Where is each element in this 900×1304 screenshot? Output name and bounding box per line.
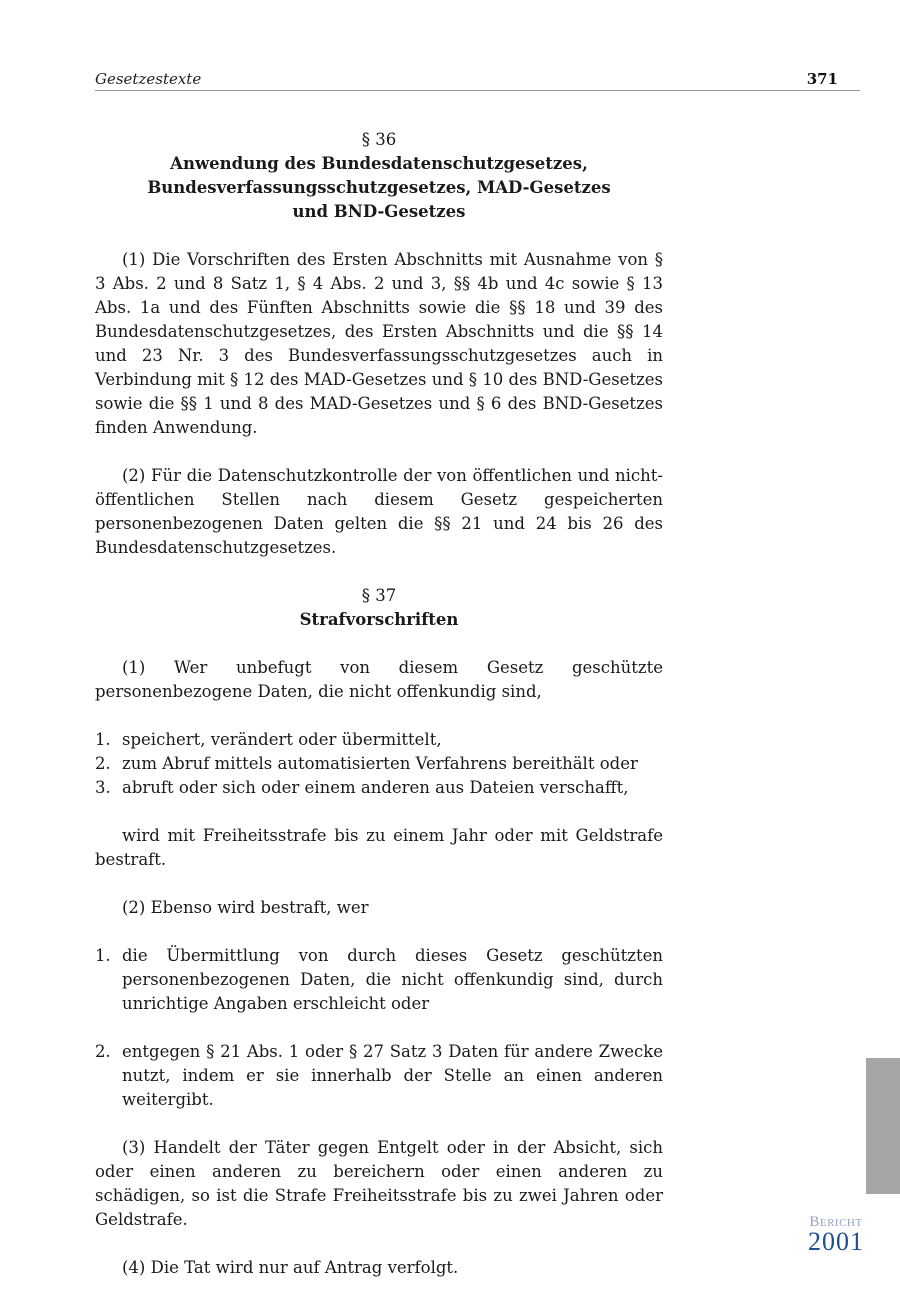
list-item-text: entgegen § 21 Abs. 1 oder § 27 Satz 3 Daten für andere Zwecke nutzt, indem er sie innerhalb der Stelle an einen anderen weitergibt. [122, 1042, 663, 1109]
section-36-title-line: Bundesverfassungsschutzgesetzes, MAD-Gesetzes [147, 178, 611, 197]
list-item-text: speichert, verändert oder übermittelt, [122, 730, 442, 749]
section-37-paragraph-4: (4) Die Tat wird nur auf Antrag verfolgt. [122, 1258, 459, 1277]
section-36-number: § 36 [361, 130, 397, 149]
logo-year: 2001 [808, 1227, 864, 1256]
section-36-paragraph-1: (1) Die Vorschriften des Ersten Abschnitts mit Ausnahme von § 3 Abs. 2 und 8 Satz 1, § 4 Abs. 2 und 3, §§ 4b und 4c sowie § 13 Abs. 1a und des Fünften Abschnitts sowie die §§ 18 und 39 des Bundesdatenschutzgesetzes, des Ersten Abschnitts und die §§ 14 und 23 Nr. 3 des Bundesverfassungsschutzgesetzes auch in Verbindung mit § 12 des MAD-Gesetzes und § 10 des BND-Gesetzes sowie die §§ 1 und 8 des MAD-Gesetzes und § 6 des BND-Gesetzes finden Anwendung. [95, 250, 663, 437]
section-37-paragraph-2: (2) Ebenso wird bestraft, wer [122, 898, 369, 917]
section-37-list-2 [95, 944, 663, 1112]
running-header [95, 70, 860, 91]
section-37-title: Strafvorschriften [299, 610, 459, 629]
list-item-number: 1. [95, 946, 111, 965]
page-body [95, 128, 663, 1304]
list-item-text: abruft oder sich oder einem anderen aus Dateien verschafft, [122, 778, 629, 797]
section-37-list-1 [95, 728, 663, 800]
section-36-title-line: und BND-Gesetzes [292, 202, 466, 221]
page-number: 371 [806, 70, 838, 88]
list-item [95, 1040, 663, 1112]
section-37-number: § 37 [361, 586, 397, 605]
list-item-number: 2. [95, 1042, 111, 1061]
list-item-text: zum Abruf mittels automatisierten Verfahrens bereithält oder [122, 754, 638, 773]
section-37-paragraph-1: (1) Wer unbefugt von diesem Gesetz geschützte personenbezogene Daten, die nicht offenkundig sind, [95, 658, 663, 701]
list-item-number: 2. [95, 754, 111, 773]
list-item-text: die Übermittlung von durch dieses Gesetz geschützten personenbezogenen Daten, die nicht offenkundig sind, durch unrichtige Angaben erschleicht oder [122, 946, 663, 1013]
section-37-paragraph-3: (3) Handelt der Täter gegen Entgelt oder in der Absicht, sich oder einen anderen zu bereichern oder einen anderen zu schädigen, so ist die Strafe Freiheitsstrafe bis zu zwei Jahren oder Geldstrafe. [95, 1138, 663, 1229]
section-36-title-line: Anwendung des Bundesdatenschutzgesetzes, [170, 154, 588, 173]
section-36-title [95, 152, 663, 224]
logo-word: Bericht [809, 1214, 863, 1230]
list-item [95, 944, 663, 1016]
list-item [95, 728, 663, 752]
list-item-number: 1. [95, 730, 111, 749]
list-item-number: 3. [95, 778, 111, 797]
report-logo [795, 1213, 877, 1256]
running-title: Gesetzestexte [95, 70, 202, 88]
list-item [95, 752, 663, 776]
section-37-paragraph-1-conclusion: wird mit Freiheitsstrafe bis zu einem Jahr oder mit Geldstrafe bestraft. [95, 826, 663, 869]
thumb-index-tab [866, 1058, 900, 1194]
list-item [95, 776, 663, 800]
section-36-paragraph-2: (2) Für die Datenschutzkontrolle der von öffentlichen und nicht-öffentlichen Stellen nach diesem Gesetz gespeicherten personenbezogenen Daten gelten die §§ 21 und 24 bis 26 des Bundesdatenschutzgesetzes. [95, 466, 663, 557]
